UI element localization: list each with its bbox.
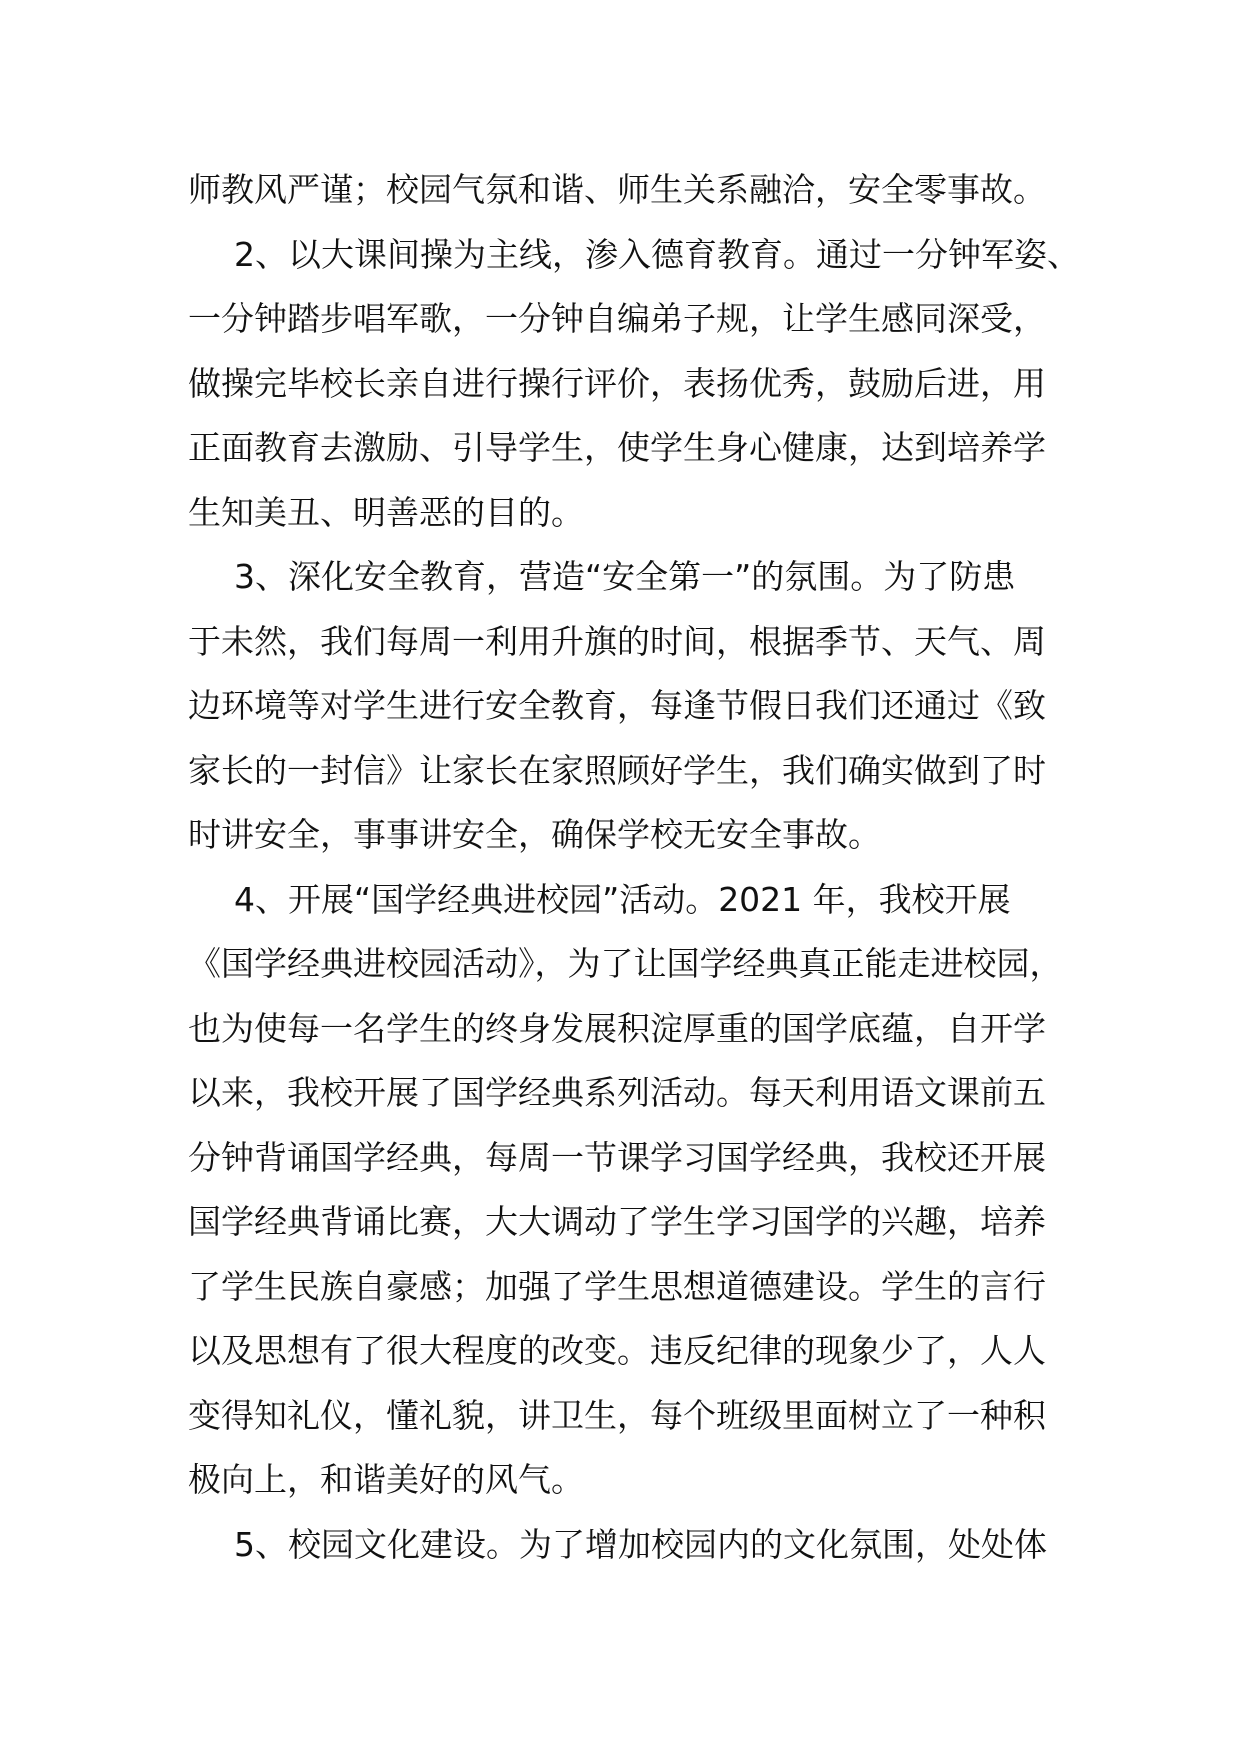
text-line: 也为使每一名学生的终身发展积淀厚重的国学底蕴，自开学: [188, 1008, 1046, 1048]
text-line: 做操完毕校长亲自进行操行评价，表扬优秀，鼓励后进，用: [188, 363, 1046, 403]
text-line: 正面教育去激励、引导学生，使学生身心健康，达到培养学: [188, 428, 1046, 467]
text-line: 一分钟踏步唱军歌，一分钟自编弟子规，让学生感同深受，: [188, 299, 1046, 338]
text-line: 师教风严谨；校园气氛和谐、师生关系融洽，安全零事故。: [188, 170, 1046, 209]
text-line: 变得知礼仪，懂礼貌，讲卫生，每个班级里面树立了一种积: [188, 1395, 1046, 1435]
paragraph-start-line: 3、深化安全教育，营造“安全第一”的氛围。为了防患: [234, 557, 1016, 596]
text-line: 国学经典背诵比赛，大大调动了学生学习国学的兴趣，培养: [188, 1202, 1046, 1241]
text-line: 《国学经典进校园活动》，为了让国学经典真正能走进校园，: [188, 944, 1063, 983]
paragraph-start-line: 2、以大课间操为主线，渗入德育教育。通过一分钟军姿、: [234, 234, 1080, 274]
text-line: 以及思想有了很大程度的改变。违反纪律的现象少了，人人: [188, 1331, 1046, 1370]
text-line: 边环境等对学生进行安全教育，每逢节假日我们还通过《致: [188, 686, 1046, 725]
text-line: 极向上，和谐美好的风气。: [188, 1460, 584, 1499]
paragraph-start-line: 5、校园文化建设。为了增加校园内的文化氛围，处处体: [234, 1524, 1047, 1564]
text-line: 于未然，我们每周一利用升旗的时间，根据季节、天气、周: [188, 621, 1046, 661]
text-line: 以来，我校开展了国学经典系列活动。每天利用语文课前五: [188, 1073, 1046, 1112]
text-line: 生知美丑、明善恶的目的。: [188, 492, 584, 532]
text-line: 分钟背诵国学经典，每周一节课学习国学经典，我校还开展: [188, 1137, 1046, 1177]
text-line: 时讲安全，事事讲安全，确保学校无安全事故。: [188, 815, 881, 854]
text-line: 家长的一封信》让家长在家照顾好学生，我们确实做到了时: [188, 750, 1046, 790]
paragraph-start-line: 4、开展“国学经典进校园”活动。2021 年，我校开展: [234, 879, 1011, 919]
document-body: [188, 158, 1080, 1577]
text-line: 了学生民族自豪感；加强了学生思想道德建设。学生的言行: [188, 1266, 1046, 1306]
